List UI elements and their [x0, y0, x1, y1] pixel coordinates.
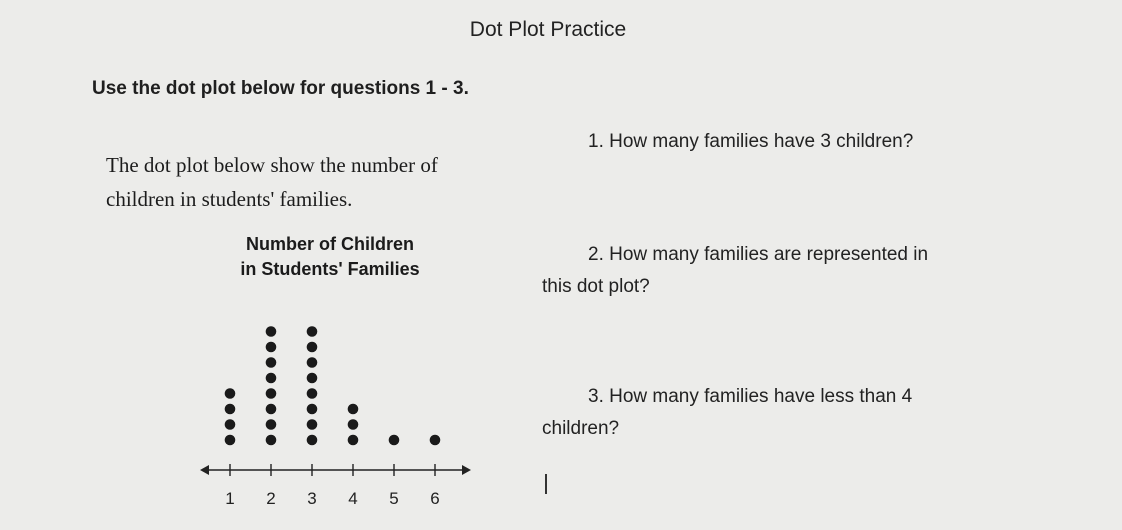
dot-group	[225, 326, 441, 445]
intro-text-line-2: children in students' families.	[106, 187, 353, 211]
data-dot	[225, 388, 236, 399]
data-dot	[225, 435, 236, 446]
question-2-line-1: 2. How many families are represented in	[588, 244, 929, 265]
tick-labels	[225, 489, 439, 508]
chart-title-line-2: in Students' Families	[240, 259, 420, 279]
data-dot	[307, 342, 318, 353]
data-dot	[266, 357, 277, 368]
tick-label: 2	[266, 489, 276, 508]
axis-arrow-left	[200, 465, 209, 475]
data-dot	[266, 388, 277, 399]
tick-label: 6	[430, 489, 440, 508]
data-dot	[266, 342, 277, 353]
data-dot	[348, 435, 359, 446]
question-3-line-1: 3. How many families have less than 4	[588, 386, 913, 407]
data-dot	[266, 373, 277, 384]
data-dot	[266, 326, 277, 337]
data-dot	[307, 388, 318, 399]
data-dot	[266, 404, 277, 415]
data-dot	[307, 326, 318, 337]
data-dot	[266, 435, 277, 446]
chart-title-line-1: Number of Children	[245, 234, 415, 254]
data-dot	[389, 435, 400, 446]
data-dot	[348, 404, 359, 415]
question-3-line-2: children?	[542, 418, 620, 439]
data-dot	[266, 419, 277, 430]
data-dot	[307, 419, 318, 430]
data-dot	[307, 435, 318, 446]
page-title: Dot Plot Practice	[469, 18, 627, 41]
tick-label: 4	[348, 489, 358, 508]
data-dot	[348, 419, 359, 430]
text-cursor	[545, 474, 547, 494]
question-1: 1. How many families have 3 children?	[588, 131, 914, 152]
data-dot	[307, 373, 318, 384]
intro-text-line-1: The dot plot below show the number of	[106, 153, 438, 177]
question-2-line-2: this dot plot?	[542, 276, 650, 297]
tick-label: 5	[389, 489, 399, 508]
number-line	[200, 464, 471, 476]
tick-label: 3	[307, 489, 317, 508]
data-dot	[225, 419, 236, 430]
dot-plot-chart	[190, 225, 490, 525]
axis-arrow-right	[462, 465, 471, 475]
data-dot	[225, 404, 236, 415]
data-dot	[307, 357, 318, 368]
data-dot	[307, 404, 318, 415]
tick-label: 1	[225, 489, 235, 508]
instruction-text: Use the dot plot below for questions 1 - 3.	[92, 78, 469, 99]
data-dot	[430, 435, 441, 446]
